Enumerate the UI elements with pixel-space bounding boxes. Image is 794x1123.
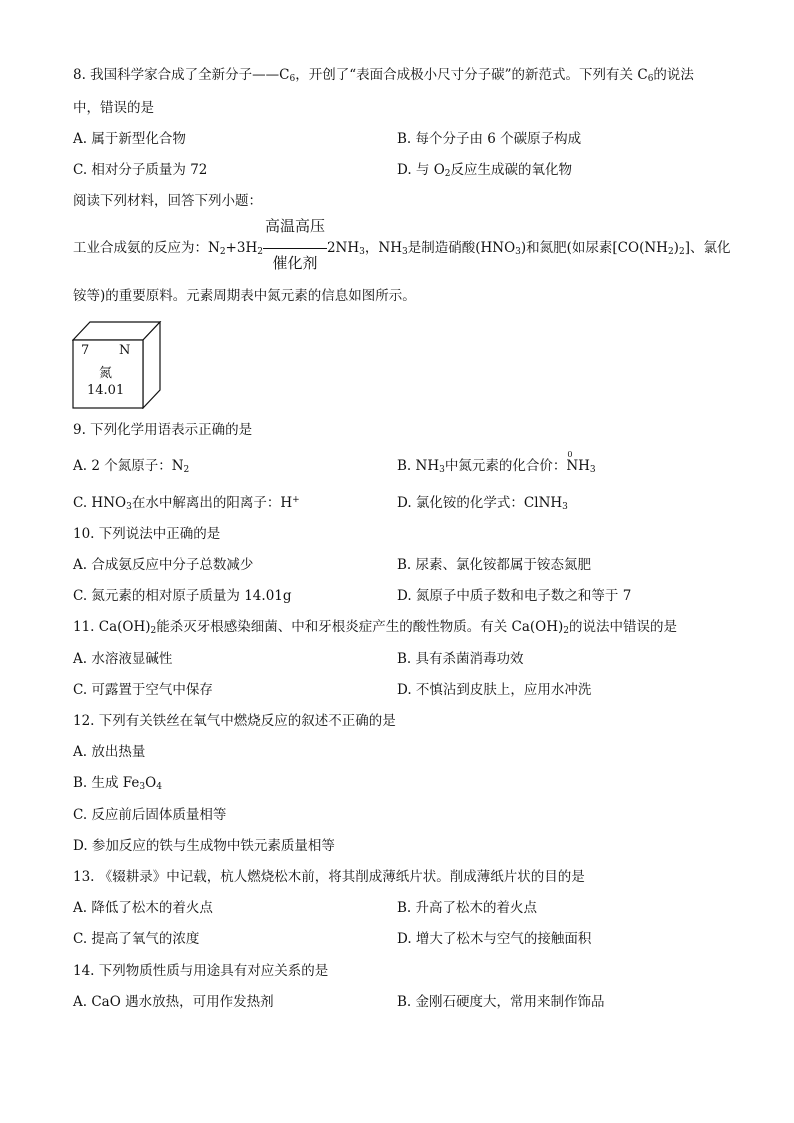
- subscript: 3: [359, 247, 365, 257]
- stem-text: 能杀灭牙根感染细菌、中和牙根炎症产生的酸性物质。有关 Ca(OH): [156, 619, 564, 635]
- q8-stem-text: 的说法: [653, 67, 694, 83]
- option-text: C. HNO: [73, 495, 127, 511]
- q9-option-d: [397, 493, 568, 513]
- option-text: 反应生成碳的氧化物: [450, 162, 573, 178]
- subscript: 2: [150, 626, 157, 636]
- q8-option-d: [397, 160, 572, 180]
- subscript: 3: [126, 502, 132, 512]
- q13-option-c: C. 提高了氧气的浓度: [73, 931, 200, 947]
- q9-option-a: [73, 456, 189, 476]
- q10-option-a: A. 合成氨反应中分子总数减少: [73, 557, 254, 573]
- q12-option-c: C. 反应前后固体质量相等: [73, 807, 227, 823]
- option-text: B. 生成 Fe: [73, 775, 140, 791]
- subscript: 2: [563, 626, 570, 636]
- q11-stem: [73, 617, 677, 637]
- q9-stem: 9. 下列化学用语表示正确的是: [73, 422, 253, 438]
- option-text: 中氮元素的化合价：: [444, 458, 567, 474]
- subscript: 6: [647, 74, 654, 84]
- q8-option-a: A. 属于新型化合物: [73, 131, 186, 147]
- q11-option-b: B. 具有杀菌消毒功效: [397, 651, 524, 667]
- equation-text: 工业合成氨的反应为：N: [73, 240, 220, 256]
- subscript: 3: [439, 465, 445, 475]
- subscript: 3: [589, 465, 596, 475]
- subscript: 3: [562, 502, 568, 512]
- element-atomic-number: 7: [81, 343, 90, 358]
- q13-option-a: A. 降低了松木的着火点: [73, 900, 213, 916]
- element-symbol: N: [119, 343, 131, 358]
- subscript: 2: [678, 247, 685, 257]
- material-intro: 阅读下列材料，回答下列小题：: [73, 193, 262, 209]
- reaction-condition: [263, 216, 327, 272]
- option-text: B. NH: [397, 458, 440, 474]
- superscript: +: [292, 495, 300, 505]
- option-text: O: [145, 775, 157, 791]
- q13-option-b: B. 升高了松木的着火点: [397, 900, 538, 916]
- equation-text: ，NH: [364, 240, 402, 256]
- subscript: 2: [183, 465, 190, 475]
- q8-stem-line1: [73, 65, 694, 85]
- option-text: A. 2 个氮原子：N: [73, 458, 184, 474]
- equation-text: ]、氯化: [684, 240, 731, 256]
- q8-stem-text: ，开创了“表面合成极小尺寸分子碳”的新范式。下列有关 C: [295, 67, 648, 83]
- nitrogen-element-cell: [72, 321, 162, 409]
- equation-text: 是制造硝酸(HNO: [407, 240, 516, 256]
- subscript: 6: [289, 74, 296, 84]
- material-line2: 铵等)的重要原料。元素周期表中氮元素的信息如图所示。: [73, 288, 416, 304]
- q14-option-a: A. CaO 遇水放热，可用作发热剂: [73, 994, 274, 1010]
- subscript: 2: [219, 247, 226, 257]
- q10-stem: 10. 下列说法中正确的是: [73, 526, 221, 542]
- q8-option-c: C. 相对分子质量为 72: [73, 162, 208, 178]
- subscript: 2: [667, 247, 674, 257]
- q10-option-c: C. 氮元素的相对原子质量为 14.01g: [73, 588, 292, 604]
- subscript: 3: [401, 247, 408, 257]
- q8-stem-text: 8. 我国科学家合成了全新分子——C: [73, 67, 290, 83]
- q12-stem: 12. 下列有关铁丝在氧气中燃烧反应的叙述不正确的是: [73, 713, 396, 729]
- subscript: 3: [515, 247, 521, 257]
- option-text: 在水中解离出的阳离子：H: [131, 495, 293, 511]
- q10-option-b: B. 尿素、氯化铵都属于铵态氮肥: [397, 557, 592, 573]
- q9-option-c: [73, 493, 300, 513]
- q11-option-a: A. 水溶液显碱性: [73, 651, 173, 667]
- q10-option-d: D. 氮原子中质子数和电子数之和等于 7: [397, 588, 632, 604]
- equation-text: ): [673, 240, 679, 256]
- q13-option-d: D. 增大了松木与空气的接触面积: [397, 931, 592, 947]
- condition-bottom: 催化剂: [272, 253, 318, 272]
- q8-option-b: B. 每个分子由 6 个碳原子构成: [397, 131, 582, 147]
- equation-text: )和氮肥(如尿素[CO(NH: [520, 240, 668, 256]
- q12-option-b: [73, 773, 162, 793]
- option-text: H: [578, 458, 590, 474]
- q14-stem: 14. 下列物质性质与用途具有对应关系的是: [73, 963, 329, 979]
- q8-stem-line2: 中，错误的是: [73, 100, 154, 116]
- q11-option-c: C. 可露置于空气中保存: [73, 682, 213, 698]
- valence-n: [566, 450, 579, 476]
- subscript: 3: [139, 782, 146, 792]
- q12-option-d: D. 参加反应的铁与生成物中铁元素质量相等: [73, 838, 335, 854]
- equation-text: 2NH: [326, 240, 360, 256]
- q12-option-a: A. 放出热量: [73, 744, 146, 760]
- reaction-equation: [73, 216, 731, 272]
- q13-stem: 13. 《辍耕录》中记载，杭人燃烧松木前，将其削成薄纸片状。削成薄纸片状的目的是: [73, 869, 585, 885]
- equation-text: +3H: [225, 240, 258, 256]
- subscript: 2: [444, 169, 451, 179]
- stem-text: 的说法中错误的是: [569, 619, 678, 635]
- option-text: D. 氯化铵的化学式：ClNH: [397, 495, 563, 511]
- option-text: N: [566, 458, 579, 474]
- subscript: 2: [257, 247, 263, 257]
- valence-zero: 0: [567, 450, 573, 459]
- element-atomic-mass: 14.01: [87, 383, 125, 398]
- condition-top: 高温高压: [264, 216, 325, 235]
- element-name: 氮: [99, 366, 113, 381]
- q14-option-b: B. 金刚石硬度大，常用来制作饰品: [397, 994, 605, 1010]
- stem-text: 11. Ca(OH): [73, 619, 151, 635]
- subscript: 4: [156, 782, 162, 792]
- option-text: D. 与 O: [397, 162, 445, 178]
- q11-option-d: D. 不慎沾到皮肤上，应用水冲洗: [397, 682, 592, 698]
- condition-bar: [263, 248, 327, 249]
- q9-option-b: [397, 450, 596, 476]
